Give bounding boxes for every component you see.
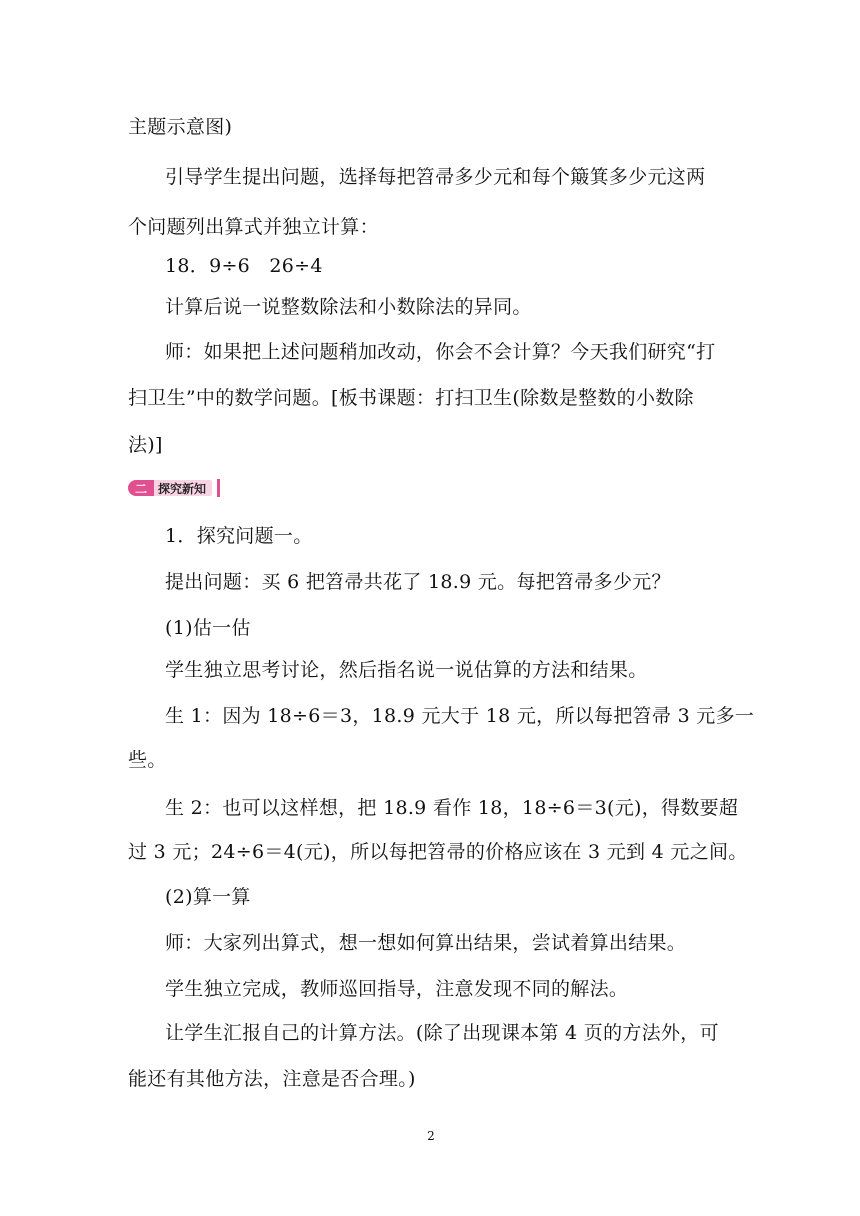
paragraph-line: 生 2：也可以这样想，把 18.9 看作 18，18÷6＝3(元)，得数要超 xyxy=(165,797,739,819)
paragraph-line: 师：大家列出算式，想一想如何算出结果，尝试着算出结果。 xyxy=(165,932,687,954)
paragraph-line: 让学生汇报自己的计算方法。(除了出现课本第 4 页的方法外，可 xyxy=(165,1022,719,1044)
paragraph-line: 引导学生提出问题，选择每把笤帚多少元和每个簸箕多少元这两 xyxy=(165,166,706,188)
paragraph-line: 个问题列出算式并独立计算： xyxy=(128,216,379,238)
paragraph-line: 学生独立完成，教师巡回指导，注意发现不同的解法。 xyxy=(165,978,629,1000)
paragraph-line: 学生独立思考讨论，然后指名说一说估算的方法和结果。 xyxy=(165,659,648,681)
paragraph-line: (1)估一估 xyxy=(165,617,251,639)
paragraph-line: 师：如果把上述问题稍加改动，你会不会计算？今天我们研究“打 xyxy=(165,341,716,363)
paragraph-line: 生 1：因为 18÷6＝3，18.9 元大于 18 元，所以每把笤帚 3 元多一 xyxy=(165,705,755,727)
section-number-badge: 二 xyxy=(128,480,154,496)
paragraph-line: 能还有其他方法，注意是否合理。) xyxy=(128,1068,416,1090)
section-header xyxy=(128,478,220,498)
section-title: 探究新知 xyxy=(154,480,212,496)
paragraph-line: 扫卫生”中的数学问题。[板书课题：打扫卫生(除数是整数的小数除 xyxy=(128,387,694,409)
section-end-bar xyxy=(217,479,220,497)
paragraph-line: 法)] xyxy=(128,434,163,456)
paragraph-line: 过 3 元；24÷6＝4(元)，所以每把笤帚的价格应该在 3 元到 4 元之间。 xyxy=(128,841,748,863)
paragraph-line: 提出问题：买 6 把笤帚共花了 18.9 元。每把笤帚多少元？ xyxy=(165,571,671,593)
paragraph-line: (2)算一算 xyxy=(165,886,251,908)
paragraph-line: 1．探究问题一。 xyxy=(165,525,313,547)
page-number: 2 xyxy=(427,1129,435,1143)
paragraph-line: 18．9÷6 26÷4 xyxy=(165,255,323,277)
paragraph-line: 计算后说一说整数除法和小数除法的异同。 xyxy=(165,296,532,318)
paragraph-line: 主题示意图) xyxy=(128,116,233,138)
paragraph-line: 些。 xyxy=(128,749,167,771)
